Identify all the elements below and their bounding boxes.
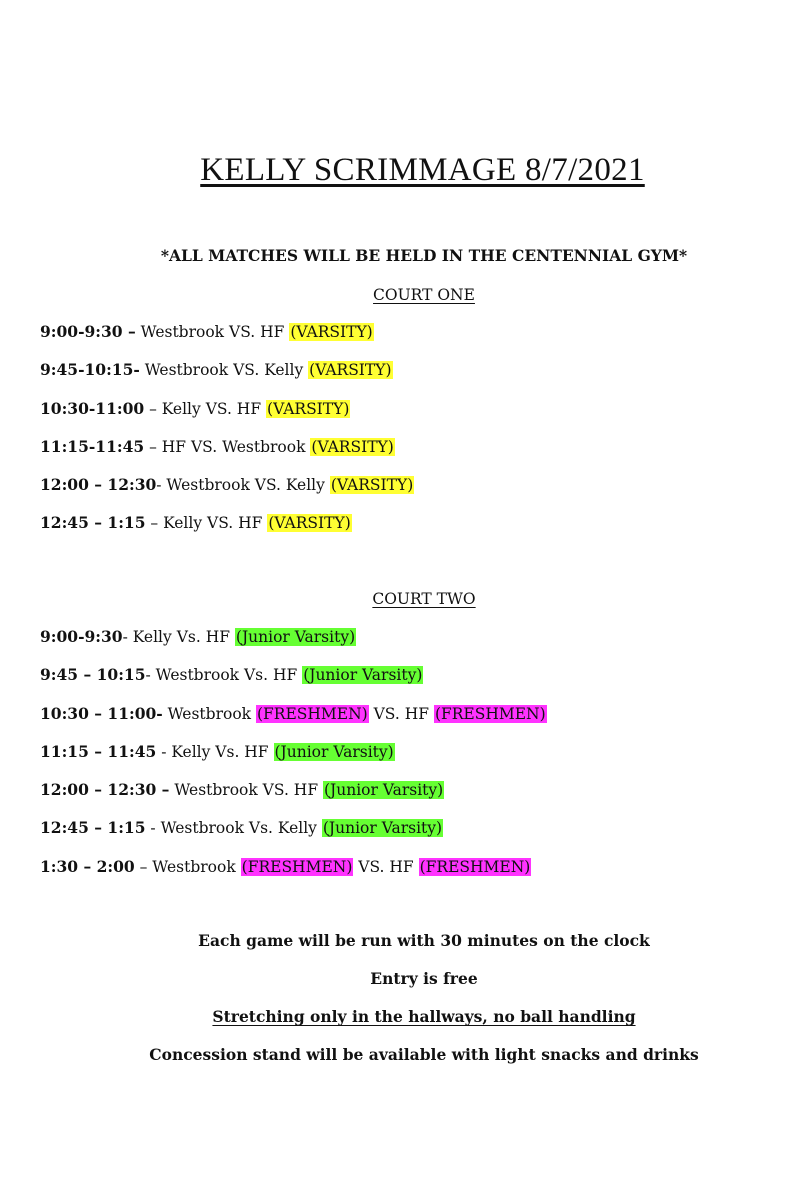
- level-badge-freshmen: (FRESHMEN): [419, 857, 531, 876]
- level-badge-varsity: (VARSITY): [267, 399, 350, 418]
- concession-note: Concession stand will be available with light snacks and drinks: [149, 1045, 699, 1064]
- page-title: KELLY SCRIMMAGE 8/7/2021: [200, 152, 645, 188]
- match-row: [40, 856, 760, 894]
- match-teams: Westbrook VS. HF: [169, 781, 323, 800]
- match-time: 11:15-11:45: [40, 436, 145, 456]
- court-one-schedule: [40, 321, 760, 551]
- level-badge-varsity: (VARSITY): [311, 437, 394, 456]
- match-teams: – Kelly VS. HF: [144, 399, 267, 418]
- entry-note: Entry is free: [370, 969, 478, 988]
- venue-notice: *ALL MATCHES WILL BE HELD IN THE CENTENNIAL GYM*: [160, 246, 688, 265]
- match-time: 9:00-9:30 –: [40, 322, 136, 341]
- match-time: 12:45 – 1:15: [40, 818, 146, 838]
- match-row: [40, 817, 760, 855]
- match-teams: - Kelly Vs. HF: [122, 628, 235, 646]
- level-badge-varsity: (VARSITY): [290, 323, 373, 341]
- level-badge-varsity: (VARSITY): [268, 514, 351, 533]
- footer-notes: [0, 930, 785, 1082]
- level-badge-junior-varsity: (Junior Varsity): [303, 666, 423, 685]
- match-time: 9:45-10:15-: [40, 360, 140, 380]
- game-clock-note: Each game will be run with 30 minutes on the clock: [198, 931, 650, 950]
- match-time: 11:15 – 11:45: [40, 741, 157, 761]
- match-row: [40, 779, 760, 817]
- match-teams: - Westbrook Vs. HF: [145, 666, 303, 685]
- match-row: [40, 512, 760, 550]
- match-opponent: VS. HF: [368, 704, 434, 723]
- match-teams: Westbrook VS. HF: [135, 323, 290, 341]
- match-teams: Westbrook VS. Kelly: [139, 361, 309, 380]
- match-teams: – Westbrook: [134, 857, 241, 876]
- match-row: [40, 703, 760, 741]
- match-time: 9:45 – 10:15: [40, 665, 146, 685]
- match-time: 12:00 – 12:30: [40, 475, 157, 495]
- match-teams: - Kelly Vs. HF: [156, 742, 274, 761]
- level-badge-varsity: (VARSITY): [309, 361, 392, 380]
- match-row: [40, 321, 760, 359]
- match-time: 12:45 – 1:15: [40, 513, 146, 533]
- match-time: 10:30-11:00: [40, 398, 145, 418]
- court-one-heading: COURT ONE: [373, 286, 475, 304]
- match-teams: Westbrook: [162, 704, 256, 723]
- match-row: [40, 626, 760, 664]
- match-teams: – Kelly VS. HF: [145, 514, 268, 533]
- match-row: [40, 474, 760, 512]
- level-badge-varsity: (VARSITY): [330, 476, 414, 495]
- match-time: 10:30 – 11:00-: [40, 703, 163, 723]
- level-badge-junior-varsity: (Junior Varsity): [322, 819, 443, 838]
- match-time: 1:30 – 2:00: [40, 856, 135, 876]
- match-teams: – HF VS. Westbrook: [144, 437, 311, 456]
- match-time: 9:00-9:30: [40, 627, 123, 646]
- stretching-note: Stretching only in the hallways, no ball handling: [212, 1007, 636, 1026]
- court-two-heading: COURT TWO: [372, 590, 476, 608]
- match-time: 12:00 – 12:30 –: [40, 780, 170, 800]
- match-teams: - Westbrook Vs. Kelly: [145, 819, 322, 838]
- match-row: [40, 741, 760, 779]
- match-row: [40, 359, 760, 397]
- match-opponent: VS. HF: [353, 857, 419, 876]
- level-badge-freshmen: (FRESHMEN): [256, 704, 368, 723]
- court-two-schedule: [40, 626, 760, 894]
- match-row: [40, 664, 760, 702]
- level-badge-junior-varsity: (Junior Varsity): [235, 628, 356, 646]
- match-row: [40, 436, 760, 474]
- level-badge-junior-varsity: (Junior Varsity): [324, 781, 444, 800]
- level-badge-freshmen: (FRESHMEN): [241, 857, 353, 876]
- match-row: [40, 398, 760, 436]
- match-teams: - Westbrook VS. Kelly: [156, 476, 330, 495]
- level-badge-junior-varsity: (Junior Varsity): [274, 742, 394, 761]
- level-badge-freshmen: (FRESHMEN): [434, 704, 546, 723]
